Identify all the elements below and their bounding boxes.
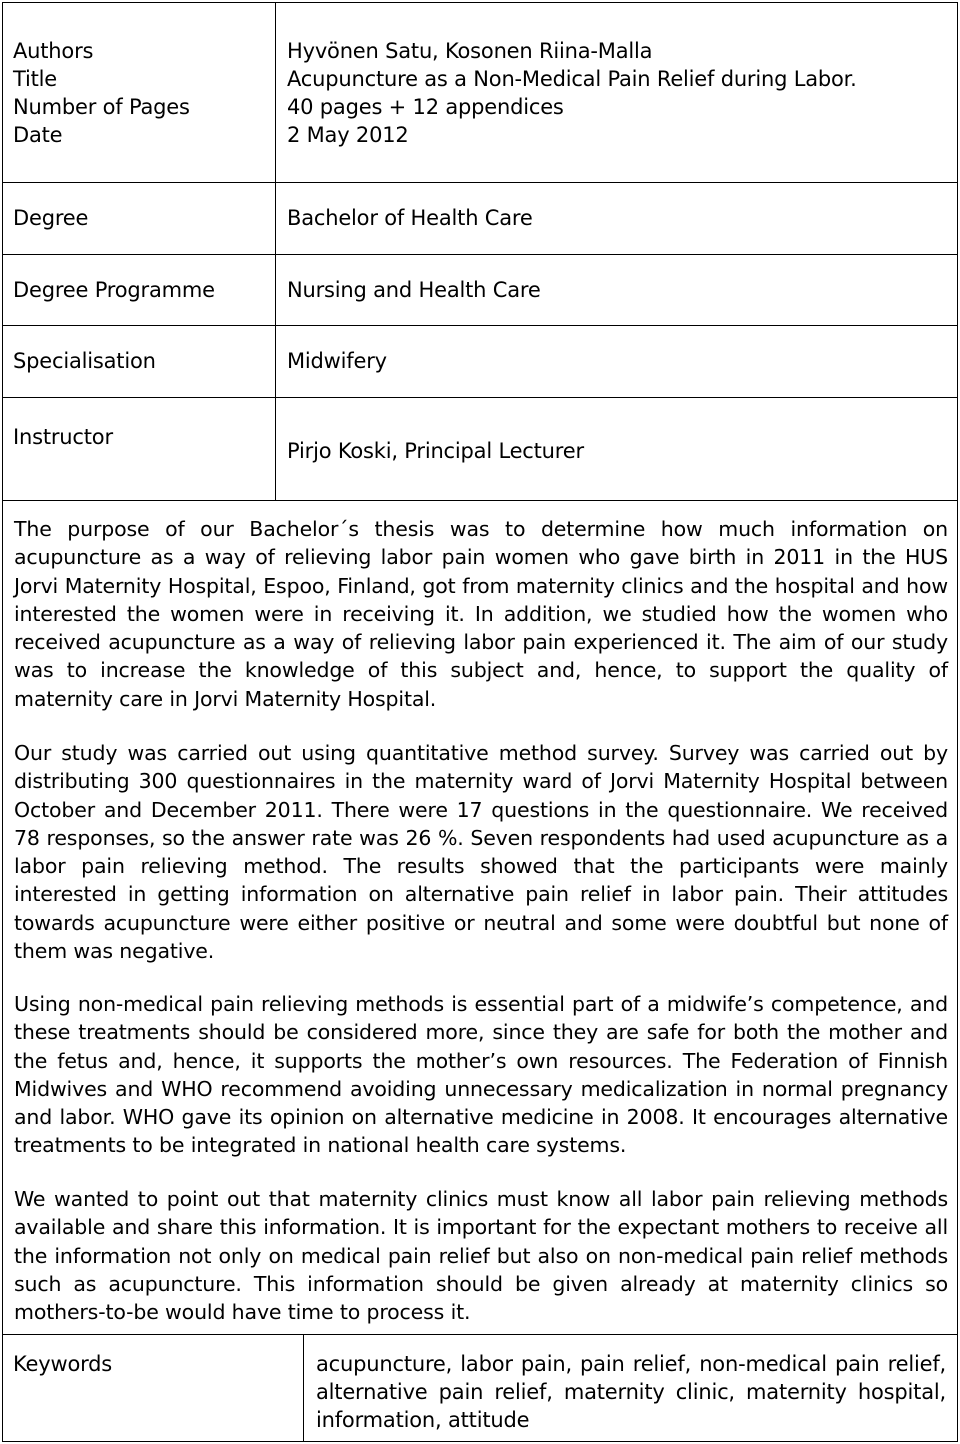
keywords-value: acupuncture, labor pain, pain relief, non-medical pain relief, alternative pain relief, maternity clinic, maternity hospital, information, attitude [316,1352,946,1432]
row-divider-4 [2,397,958,398]
meta-column-divider [275,2,276,500]
frame-top [2,2,958,3]
thesis-abstract-page [2,2,958,1442]
abstract-text-3: Using non-medical pain relieving methods is essential part of a midwife’s competence, and these treatments should be considered more, since they are safe for both the mother and the fetus and, hence, it supports the mother’s own resources. The Federation of Finnish Midwives and WHO recommend avoiding unnecessary medicalization in normal pregnancy and labor. WHO gave its opinion on alternative medicine in 2008. It encourages alternative treatments to be integrated in national health care systems. [14,992,948,1158]
authors-value: Hyvönen Satu, Kosonen Riina-Malla [287,39,653,63]
title-label: Title [13,67,58,91]
instructor-label: Instructor [13,425,113,449]
abstract-paragraph-3 [14,990,948,1160]
title-value: Acupuncture as a Non-Medical Pain Relief during Labor. [287,67,857,91]
row-divider-3 [2,325,958,326]
programme-value: Nursing and Health Care [287,278,541,302]
abstract-paragraph-4 [14,1185,948,1326]
abstract-text-4: We wanted to point out that maternity clinics must know all labor pain relieving methods available and share this information. It is important for the expectant mothers to receive all the information not only on medical pain relief but also on non-medical pain relief methods such as acupuncture. This information should be given already at maternity clinics so mothers-to-be would have time to process it. [14,1187,948,1325]
keywords-label: Keywords [13,1352,113,1376]
frame-left [2,2,3,1442]
abstract-text-2: Our study was carried out using quantitative method survey. Survey was carried out by distributing 300 questionnaires in the maternity ward of Jorvi Maternity Hospital between October and December 2011. There were 17 questions in the questionnaire. We received 78 responses, so the answer rate was 26 %. Seven respondents had used acupuncture as a labor pain relieving method. The results showed that the participants were mainly interested in getting information on alternative pain relief in labor pain. Their attitudes towards acupuncture were either positive or neutral and some were doubtful but none of them was negative. [14,741,948,964]
instructor-value: Pirjo Koski, Principal Lecturer [287,439,584,463]
date-label: Date [13,123,63,147]
abstract-text-1: The purpose of our Bachelor´s thesis was to determine how much information on acupuncture as a way of relieving labor pain women who gave birth in 2011 in the HUS Jorvi Maternity Hospital, Espoo, Finland, got from maternity clinics and the hospital and how interested the women were in receiving it. In addition, we studied how the women who received acupuncture as a way of relieving labor pain experienced it. The aim of our study was to increase the knowledge of this subject and, hence, to support the quality of maternity care in Jorvi Maternity Hospital. [14,517,948,711]
row-divider-1 [2,182,958,183]
pages-value: 40 pages + 12 appendices [287,95,564,119]
pages-label: Number of Pages [13,95,190,119]
date-value: 2 May 2012 [287,123,409,147]
specialisation-value: Midwifery [287,349,387,373]
row-divider-2 [2,254,958,255]
keywords-column-divider [303,1334,304,1442]
row-divider-5 [2,500,958,501]
programme-label: Degree Programme [13,278,215,302]
frame-right [957,2,958,1442]
keywords-top-divider [2,1334,958,1335]
frame-bottom [2,1441,958,1442]
authors-label: Authors [13,39,94,63]
degree-value: Bachelor of Health Care [287,206,533,230]
degree-label: Degree [13,206,89,230]
specialisation-label: Specialisation [13,349,156,373]
abstract-paragraph-2 [14,739,948,965]
abstract-paragraph-1 [14,515,948,713]
